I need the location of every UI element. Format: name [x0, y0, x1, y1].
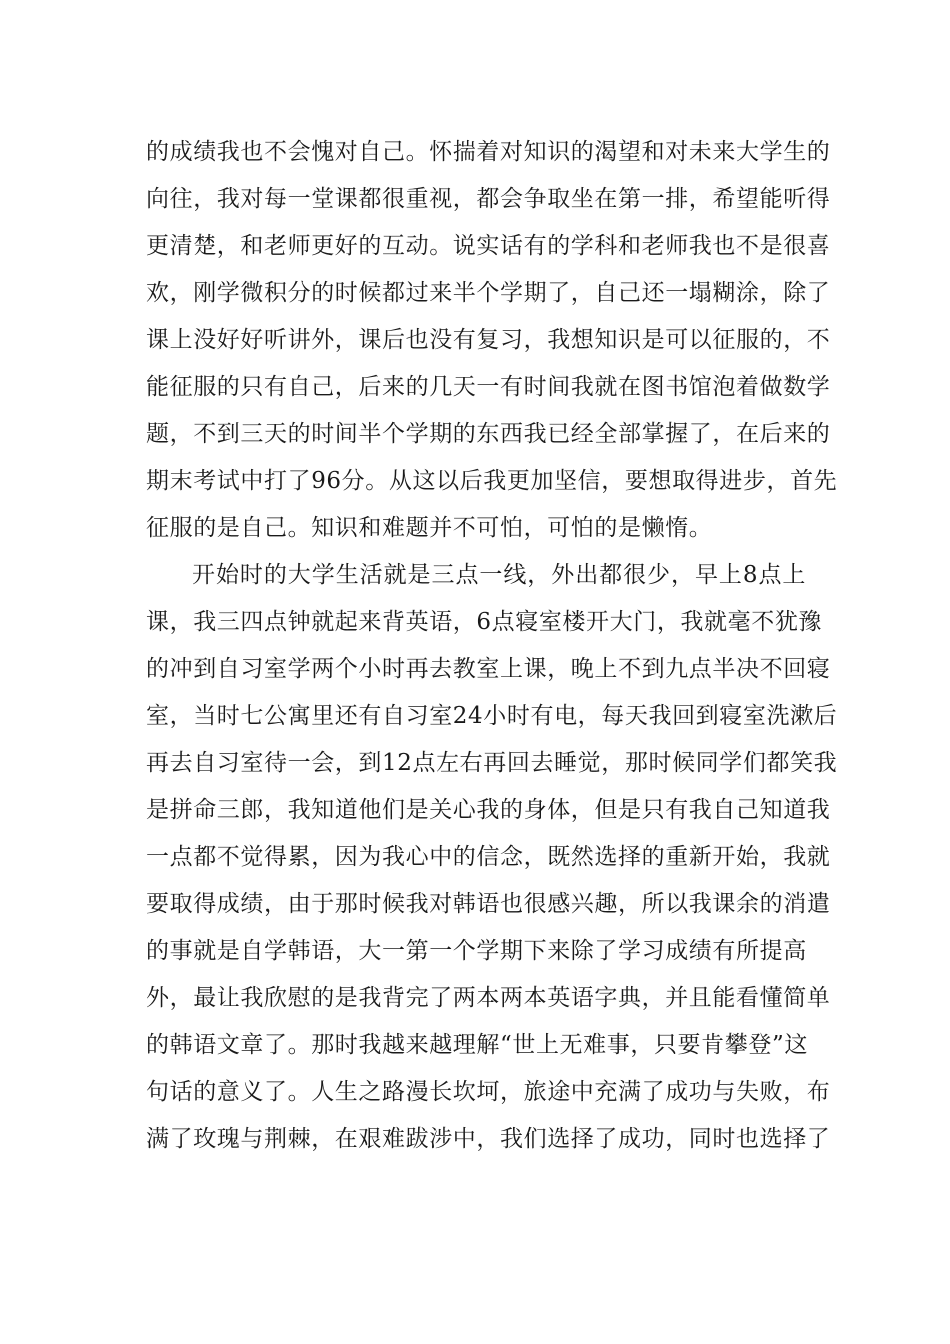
text-line: 的成绩我也不会愧对自己。怀揣着对知识的渴望和对未来大学生的: [146, 139, 831, 165]
text-line: 课，我三四点钟就起来背英语，6点寝室楼开大门，我就毫不犹豫: [146, 609, 823, 635]
text-line: 句话的意义了。人生之路漫长坎坷，旅途中充满了成功与失败，布: [146, 1079, 831, 1105]
text-line: 满了玫瑰与荆棘，在艰难跋涉中，我们选择了成功，同时也选择了: [146, 1126, 831, 1152]
text-line: 向往，我对每一堂课都很重视，都会争取坐在第一排，希望能听得: [146, 186, 831, 212]
text-line: 要取得成绩，由于那时候我对韩语也很感兴趣，所以我课余的消遣: [146, 891, 831, 917]
text-line: 一点都不觉得累，因为我心中的信念，既然选择的重新开始，我就: [146, 844, 831, 870]
text-line: 更清楚，和老师更好的互动。说实话有的学科和老师我也不是很喜: [146, 233, 831, 259]
text-line: 是拼命三郎，我知道他们是关心我的身体，但是只有我自己知道我: [146, 797, 831, 823]
text-line: 的冲到自习室学两个小时再去教室上课，晚上不到九点半决不回寝: [146, 656, 831, 682]
text-line: 再去自习室待一会，到12点左右再回去睡觉，那时候同学们都笑我: [146, 750, 838, 776]
text-line: 期末考试中打了96分。从这以后我更加坚信，要想取得进步，首先: [146, 468, 838, 494]
text-line: 征服的是自己。知识和难题并不可怕，可怕的是懒惰。: [146, 515, 713, 541]
paragraph-first-line: 开始时的大学生活就是三点一线，外出都很少，早上8点上: [192, 562, 806, 588]
text-line: 能征服的只有自己，后来的几天一有时间我就在图书馆泡着做数学: [146, 374, 831, 400]
text-line: 室，当时七公寓里还有自习室24小时有电，每天我回到寝室洗漱后: [146, 703, 838, 729]
text-line: 外，最让我欣慰的是我背完了两本两本英语字典，并且能看懂简单: [146, 985, 831, 1011]
text-line: 的事就是自学韩语，大一第一个学期下来除了学习成绩有所提高: [146, 938, 807, 964]
text-line: 的韩语文章了。那时我越来越理解“世上无难事，只要肯攀登”这: [146, 1032, 808, 1058]
text-line: 课上没好好听讲外，课后也没有复习，我想知识是可以征服的，不: [146, 327, 831, 353]
text-line: 欢，刚学微积分的时候都过来半个学期了，自己还一塌糊涂，除了: [146, 280, 831, 306]
text-line: 题，不到三天的时间半个学期的东西我已经全部掌握了，在后来的: [146, 421, 831, 447]
